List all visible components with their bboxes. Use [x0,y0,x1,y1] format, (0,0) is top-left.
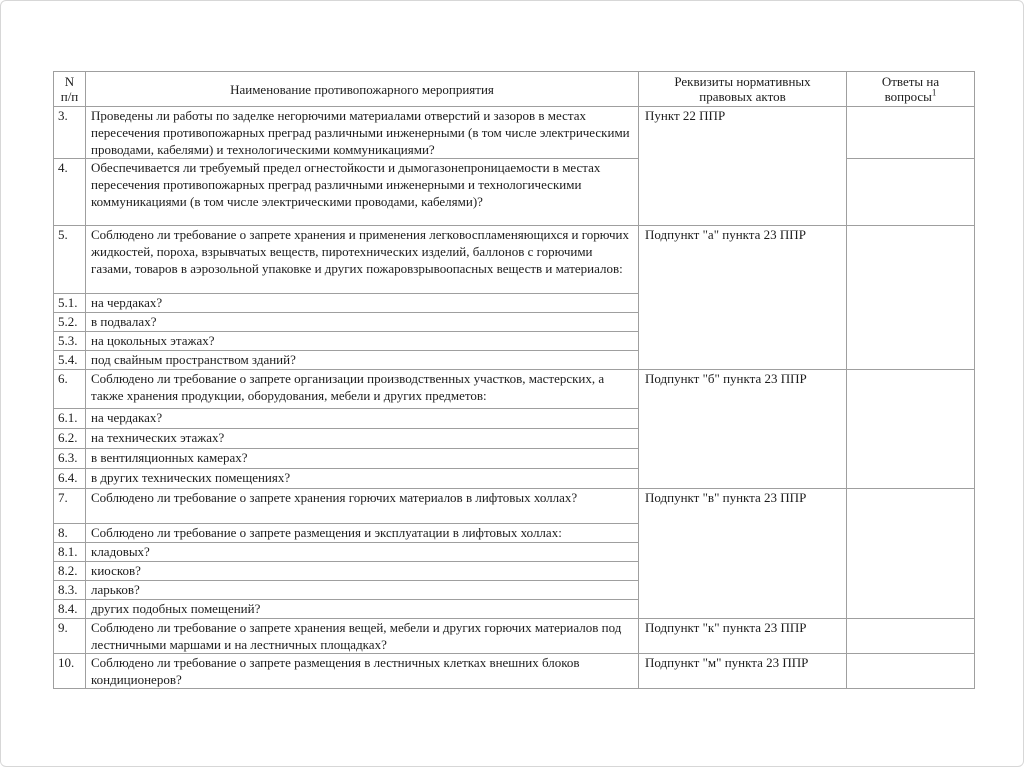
table-row [54,226,975,294]
question-cell: Соблюдено ли требование о запрете размещения в лестничных клетках внешних блоков кондиционеров? [86,654,639,689]
header-answers-word: вопросы [884,89,932,104]
answer-cell [847,619,975,654]
table-row [54,489,975,524]
header-requisites-line1: Реквизиты нормативных [674,74,811,89]
checklist-table-body [54,107,975,689]
header-requisites-column [639,72,847,107]
header-answers-column [847,72,975,107]
table-row [54,370,975,409]
header-number-line1: N [64,74,75,89]
row-number-cell: 6.1. [54,409,86,429]
row-number-cell: 5.2. [54,313,86,332]
question-cell: других подобных помещений? [86,600,639,619]
answer-cell [847,226,975,370]
header-answers-line2 [849,89,972,104]
requisite-cell: Подпункт "а" пункта 23 ППР [639,226,847,370]
question-cell: в других технических помещениях? [86,469,639,489]
requisite-cell: Подпункт "в" пункта 23 ППР [639,489,847,619]
requisite-cell: Пункт 22 ППР [639,107,847,226]
row-number-cell: 9. [54,619,86,654]
row-number-cell: 8.2. [54,562,86,581]
question-cell: на цокольных этажах? [86,332,639,351]
row-number-cell: 5. [54,226,86,294]
row-number-cell: 6.2. [54,429,86,449]
row-number-cell: 6.4. [54,469,86,489]
row-number-cell: 5.3. [54,332,86,351]
question-cell: в вентиляционных камерах? [86,449,639,469]
table-row [54,654,975,689]
question-cell: Обеспечивается ли требуемый предел огнестойкости и дымогазонепроницаемости в местах пересечения противопожарных преград различными инженерными и технологическими коммуникациями (в том числе электрическими проводами, кабелями)? [86,159,639,226]
question-cell: Проведены ли работы по заделке негорючими материалами отверстий и зазоров в местах пересечения противопожарных преград различными инженерными (в том числе электрическими проводами, кабелями) и технологическими коммуникациями? [86,107,639,159]
header-answers-line1: Ответы на [881,74,940,89]
row-number-cell: 8. [54,524,86,543]
fire-safety-checklist-table [53,71,975,689]
row-number-cell: 4. [54,159,86,226]
question-cell: на чердаках? [86,294,639,313]
answer-cell [847,107,975,159]
question-cell: киосков? [86,562,639,581]
question-cell: Соблюдено ли требование о запрете хранения горючих материалов в лифтовых холлах? [86,489,639,524]
question-cell: Соблюдено ли требование о запрете хранения вещей, мебели и других горючих материалов под лестничными маршами и на лестничных площадках? [86,619,639,654]
table-row [54,619,975,654]
table-row [54,107,975,159]
header-requisites-line2: правовых актов [699,89,786,104]
question-cell: кладовых? [86,543,639,562]
row-number-cell: 5.4. [54,351,86,370]
answer-cell [847,654,975,689]
question-cell: Соблюдено ли требование о запрете размещения и эксплуатации в лифтовых холлах: [86,524,639,543]
question-cell: на чердаках? [86,409,639,429]
row-number-cell: 3. [54,107,86,159]
requisite-cell: Подпункт "к" пункта 23 ППР [639,619,847,654]
row-number-cell: 6.3. [54,449,86,469]
footnote-reference: 1 [931,87,937,98]
row-number-cell: 6. [54,370,86,409]
row-number-cell: 10. [54,654,86,689]
row-number-cell: 7. [54,489,86,524]
answer-cell [847,159,975,226]
requisite-cell: Подпункт "м" пункта 23 ППР [639,654,847,689]
answer-cell [847,489,975,619]
question-cell: на технических этажах? [86,429,639,449]
question-cell: ларьков? [86,581,639,600]
row-number-cell: 8.1. [54,543,86,562]
requisite-cell: Подпункт "б" пункта 23 ППР [639,370,847,489]
header-number-column [54,72,86,107]
question-cell: Соблюдено ли требование о запрете организации производственных участков, мастерских, а также хранения продукции, оборудования, мебели и других предметов: [86,370,639,409]
row-number-cell: 5.1. [54,294,86,313]
table-header-row [54,72,975,107]
answer-cell [847,370,975,489]
row-number-cell: 8.3. [54,581,86,600]
row-number-cell: 8.4. [54,600,86,619]
header-measure-name-column: Наименование противопожарного мероприятия [86,72,639,107]
question-cell: Соблюдено ли требование о запрете хранения и применения легковоспламеняющихся и горючих жидкостей, пороха, взрывчатых веществ, пиротехнических изделий, баллонов с горючими газами, товаров в аэрозольной упаковке и других пожаровзрывоопасных веществ и материалов: [86,226,639,294]
question-cell: под свайным пространством зданий? [86,351,639,370]
header-number-line2: п/п [60,89,79,104]
question-cell: в подвалах? [86,313,639,332]
